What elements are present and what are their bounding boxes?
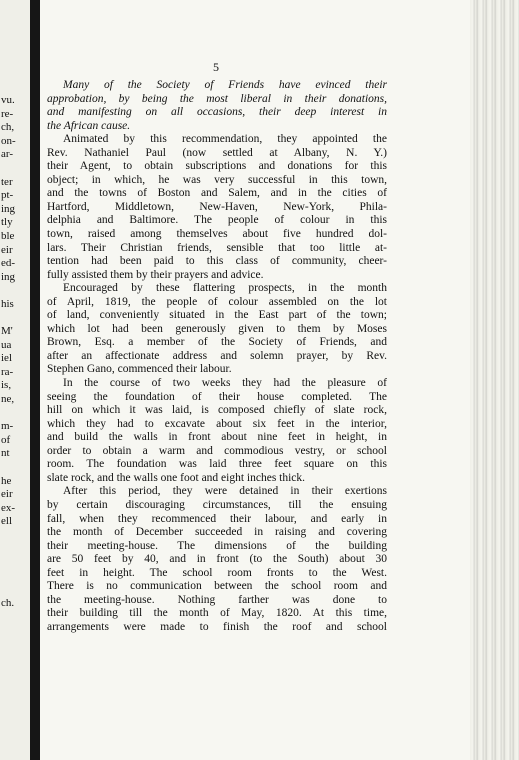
facing-page-fragment [1, 543, 31, 557]
facing-page-fragment: ua [1, 338, 12, 351]
text-line: the African cause. [47, 119, 131, 132]
facing-page-fragment: m- [1, 420, 14, 433]
text-line: town, raised among themselves about five hundred dol- [47, 228, 387, 241]
text-line: object; in which, he was very successful in this town, [47, 173, 387, 186]
text-line: order to obtain a warm and commodious vestry, or school [47, 444, 387, 457]
text-line: In the course of two weeks they had the pleasure of [63, 377, 387, 390]
text-line: their Agent, to obtain subscriptions and donations for this [47, 160, 387, 173]
facing-page-fragment [1, 556, 31, 570]
page-number: 5 [213, 60, 219, 74]
text-line: slate rock, and the walls one foot and eight inches thick. [47, 471, 306, 484]
text-line: arrangements were made to finish the roof and school [47, 620, 387, 633]
facing-page-fragment: ter [1, 175, 13, 188]
text-line: room. The foundation was laid three feet square on this [47, 458, 387, 471]
facing-page-fragment: ell [1, 515, 12, 528]
text-line: tention had been paid to this class of community, cheer- [47, 255, 387, 268]
facing-page-fragment [1, 461, 31, 475]
facing-page-fragment: of [1, 433, 11, 446]
facing-page-fragment: on- [1, 134, 16, 147]
facing-page-fragment: ch. [1, 596, 15, 609]
facing-page-fragment: ar- [1, 148, 13, 161]
text-line: their meeting-house. The dimensions of the building [47, 539, 387, 552]
facing-page-fragment: M' [1, 325, 13, 338]
facing-page-fragment [1, 284, 31, 298]
facing-page-fragment: ex- [1, 501, 16, 514]
text-line: their building till the month of May, 1820. At this time, [47, 607, 387, 620]
text-line: Animated by this recommendation, they appointed the [63, 133, 387, 146]
text-line: There is no communication between the school room and [47, 580, 387, 593]
text-line: and the towns of Boston and Salem, and in the cities of [47, 187, 387, 200]
facing-page-fragment: ne, [1, 393, 15, 406]
text-line: Hartford, Middletown, New-Haven, New-York, Phila- [47, 200, 387, 213]
facing-page-fragment: pt- [1, 189, 14, 202]
facing-page-fragment: is, [1, 379, 12, 392]
text-line: feet in height. The school room fronts to the West. [47, 566, 387, 579]
text-line: lars. Their Christian friends, sensible that too little at- [47, 241, 387, 254]
text-line: after an affectionate address and solemn prayer, by Rev. [47, 349, 387, 362]
text-line: Stephen Gano, commenced their labour. [47, 363, 232, 376]
text-line: by certain discouraging circumstances, till the ensuing [47, 498, 387, 511]
text-line: are 50 feet by 40, and in front (to the South) about 30 [47, 553, 387, 566]
facing-page-fragment: ing [1, 202, 16, 215]
facing-page-fragment [1, 529, 31, 543]
facing-page-fragment: ch, [1, 121, 15, 134]
facing-page-fragment [1, 611, 31, 625]
text-line: the meeting-house. Nothing farther was done to [47, 593, 387, 606]
facing-page-fragment: iel [1, 352, 12, 365]
facing-page-fragment: re- [1, 107, 14, 120]
facing-page-fragment: ed- [1, 257, 16, 270]
text-line: seeing the foundation of their house completed. The [47, 390, 387, 403]
facing-page-fragment: nt [1, 447, 10, 460]
facing-page-fragment: ing [1, 270, 16, 283]
text-line: and manifesting on all occasions, their deep interest in [47, 106, 387, 119]
text-line: Rev. Nathaniel Paul (now settled at Albany, N. Y.) [47, 146, 387, 159]
facing-page-fragment [1, 407, 31, 421]
text-line: Many of the Society of Friends have evinced their [63, 79, 387, 91]
text-line: After this period, they were detained in their exertions [63, 485, 387, 498]
text-line: fully assisted them by their prayers and advice. [47, 268, 264, 281]
text-line: the month of December succeeded in raising and covering [47, 526, 387, 539]
text-line: approbation, by being the most liberal in their donations, [47, 92, 387, 105]
book-gutter [30, 0, 40, 760]
facing-page-text-fragments [1, 94, 31, 651]
page-edge-stack [470, 0, 519, 760]
facing-page-fragment [1, 624, 31, 638]
facing-page-fragment: his [1, 297, 14, 310]
facing-page-fragment [1, 312, 31, 326]
facing-page-fragment: vu. [1, 94, 15, 106]
text-line: hill on which it was laid, is composed chiefly of slate rock, [47, 404, 387, 417]
facing-page-fragment [1, 638, 31, 652]
facing-page-fragment: tly [1, 216, 13, 229]
facing-page-fragment [1, 570, 31, 584]
text-line: of land, conveniently situated in the East part of the town; [47, 309, 387, 322]
text-line: of April, 1819, the people of colour assembled on the lot [47, 295, 387, 308]
body-text [47, 79, 387, 634]
text-line: Encouraged by these flattering prospects, in the month [63, 282, 387, 295]
facing-page-fragment [1, 162, 31, 176]
facing-page-fragment: ra- [1, 365, 14, 378]
text-line: and build the walls in front about nine feet in height, in [47, 431, 387, 444]
text-line: Brown, Esq. a member of the Society of Friends, and [47, 336, 387, 349]
facing-page-fragment: eir [1, 243, 13, 256]
text-line: which they had to excavate about six feet in the interior, [47, 417, 387, 430]
facing-page-fragment: eir [1, 488, 13, 501]
facing-page-fragment: he [1, 474, 12, 487]
facing-page-fragment: ble [1, 229, 15, 242]
text-line: fall, when they recommenced their labour, and early in [47, 512, 387, 525]
facing-page-fragment [1, 583, 31, 597]
text-line: which lot had been generously given to them by Moses [47, 322, 387, 335]
text-line: delphia and Baltimore. The people of colour in this [47, 214, 387, 227]
